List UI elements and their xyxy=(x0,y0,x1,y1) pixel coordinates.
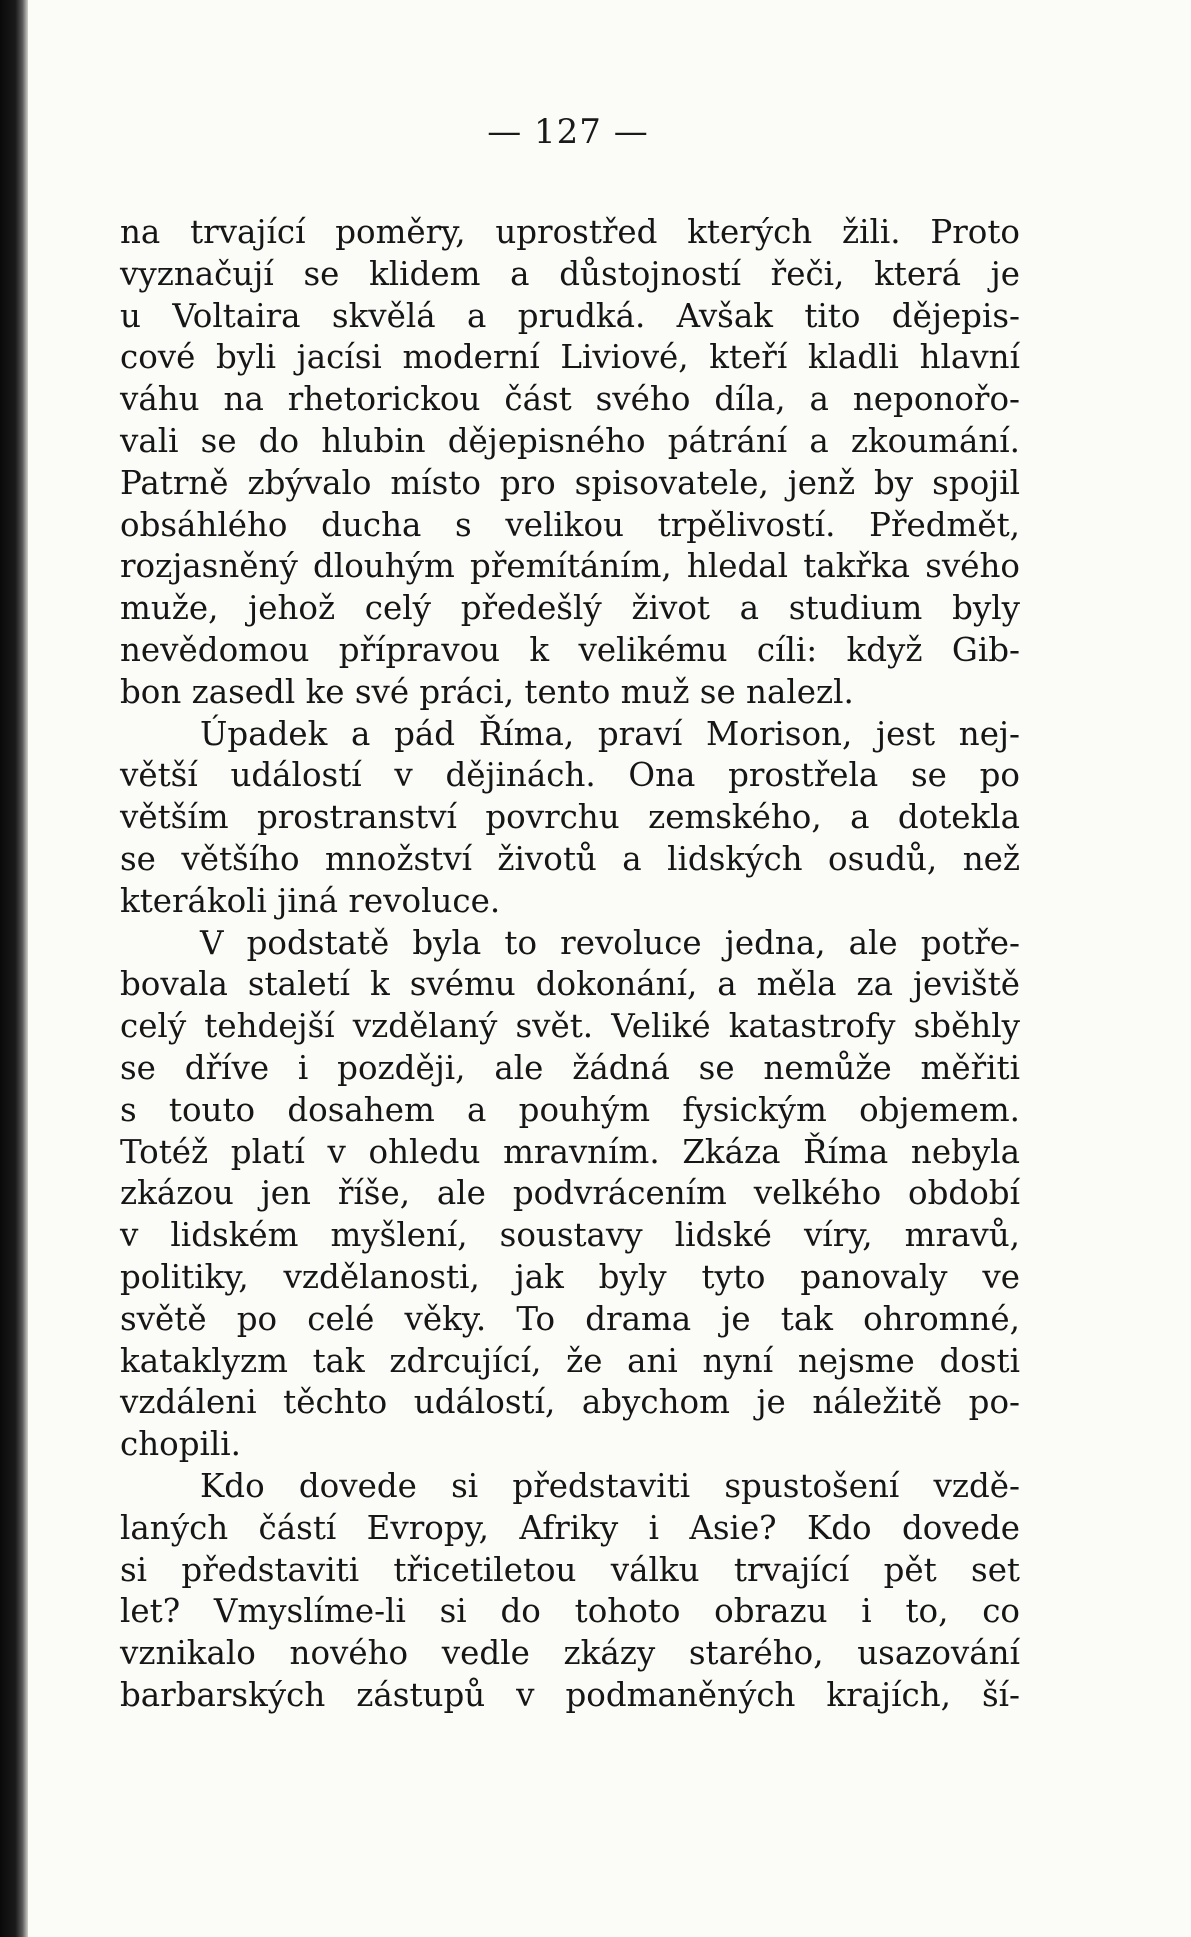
text-line: větší událostí v dějinách. Ona prostřela se po xyxy=(120,756,1020,795)
text-line: v lidském myšlení, soustavy lidské víry, mravů, xyxy=(120,1216,1020,1255)
text-line: muže, jehož celý předešlý život a studium byly xyxy=(120,589,1020,628)
text-line: rozjasněný dlouhým přemítáním, hledal takřka svého xyxy=(120,547,1020,586)
text-line: chopili. xyxy=(120,1425,242,1464)
text-line: vali se do hlubin dějepisného pátrání a zkoumání. xyxy=(120,421,1020,460)
page-number: — 127 — xyxy=(487,112,649,152)
text-line: si představiti třicetiletou válku trvající pět set xyxy=(120,1550,1020,1589)
text-line: s touto dosahem a pouhým fysickým objemem. xyxy=(120,1090,1020,1129)
body-text xyxy=(120,212,1020,1717)
text-line: Kdo dovede si představiti spustošení vzdě- xyxy=(200,1466,1020,1505)
text-line: let? Vmyslíme-li si do tohoto obrazu i to, co xyxy=(120,1592,1020,1631)
text-line: kataklyzm tak zdrcující, že ani nyní nejsme dosti xyxy=(120,1341,1020,1380)
text-line: se dříve i později, ale žádná se nemůže měřiti xyxy=(120,1048,1020,1087)
text-line: Úpadek a pád Říma, praví Morison, jest nej- xyxy=(200,714,1020,753)
text-line: V podstatě byla to revoluce jedna, ale potře- xyxy=(200,923,1020,962)
text-line: světě po celé věky. To drama je tak ohromné, xyxy=(120,1299,1020,1338)
book-page xyxy=(28,0,1191,1937)
text-line: větším prostranství povrchu zemského, a dotekla xyxy=(120,798,1020,837)
text-line: Totéž platí v ohledu mravním. Zkáza Říma nebyla xyxy=(120,1132,1020,1171)
text-line: obsáhlého ducha s velikou trpělivostí. Předmět, xyxy=(120,505,1020,544)
text-line: kterákoli jiná revoluce. xyxy=(120,881,501,920)
text-line: barbarských zástupů v podmaněných krajích, ší- xyxy=(120,1675,1020,1714)
text-line: nevědomou přípravou k velikému cíli: když Gib- xyxy=(120,630,1020,669)
text-line: vyznačují se klidem a důstojností řeči, která je xyxy=(120,254,1020,293)
text-line: Patrně zbývalo místo pro spisovatele, jenž by spojil xyxy=(120,463,1020,502)
text-line: se většího množství životů a lidských osudů, než xyxy=(120,839,1020,878)
text-line: cové byli jacísi moderní Liviové, kteří kladli hlavní xyxy=(120,338,1020,377)
text-line: politiky, vzdělanosti, jak byly tyto panovaly ve xyxy=(120,1257,1020,1296)
text-line: bovala staletí k svému dokonání, a měla za jeviště xyxy=(120,965,1020,1004)
text-line: vznikalo nového vedle zkázy starého, usazování xyxy=(120,1634,1020,1673)
text-line: u Voltaira skvělá a prudká. Avšak tito dějepis- xyxy=(120,296,1020,335)
text-line: bon zasedl ke své práci, tento muž se nalezl. xyxy=(120,672,854,711)
text-line: na trvající poměry, uprostřed kterých žili. Proto xyxy=(120,213,1020,251)
text-line: celý tehdejší vzdělaný svět. Veliké katastrofy sběhly xyxy=(120,1007,1020,1046)
text-line: zkázou jen říše, ale podvrácením velkého období xyxy=(120,1174,1020,1213)
text-line: vzdáleni těchto událostí, abychom je náležitě po- xyxy=(120,1383,1020,1422)
book-spine-edge xyxy=(0,0,28,1937)
text-line: váhu na rhetorickou část svého díla, a neponořo- xyxy=(120,380,1020,419)
text-line: laných částí Evropy, Afriky i Asie? Kdo dovede xyxy=(120,1508,1020,1547)
